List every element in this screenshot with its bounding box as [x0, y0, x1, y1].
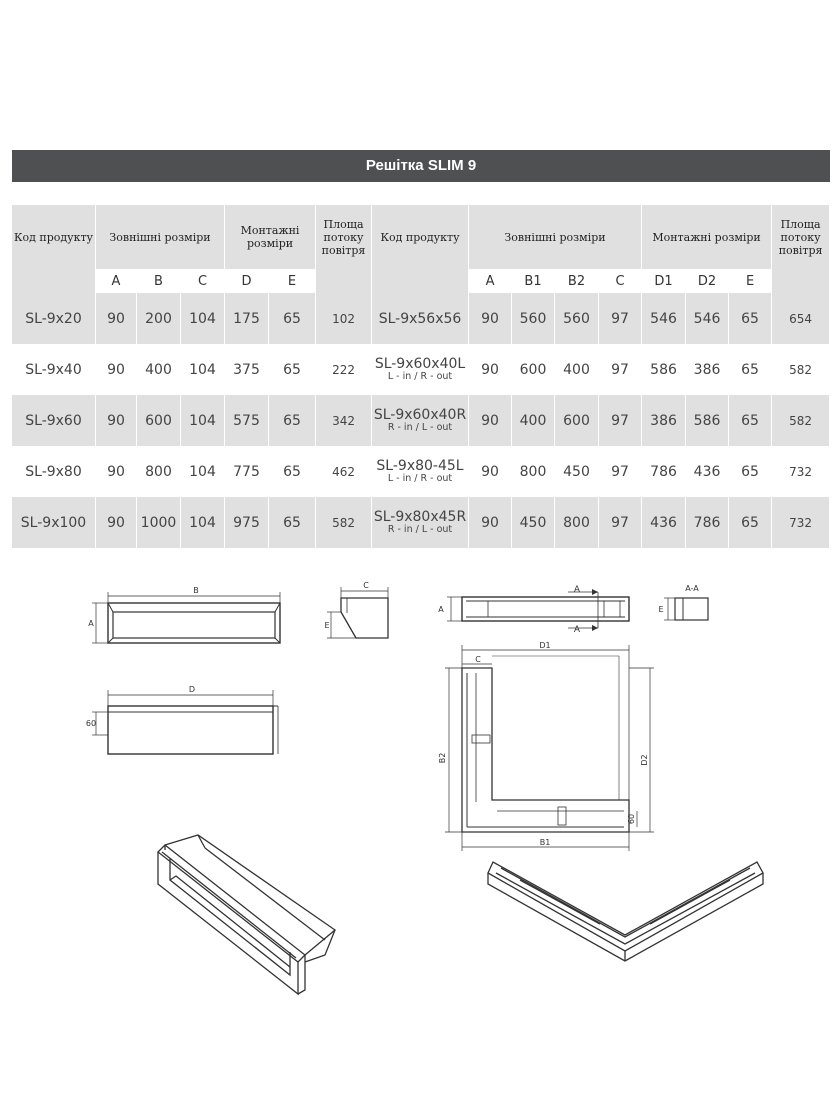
dimension-cell: 90 — [469, 395, 512, 446]
header-code-2: Код продукту — [372, 205, 469, 269]
dim-label-a-corner: A — [438, 605, 444, 614]
dimension-cell: 400 — [512, 395, 555, 446]
dimension-cell: 65 — [269, 446, 316, 497]
dimension-cell: 65 — [269, 497, 316, 548]
dimension-cell: 400 — [137, 344, 181, 395]
table-title: Решітка SLIM 9 — [12, 150, 830, 182]
airflow-area-cell: 102 — [316, 293, 372, 344]
subheader-cell: B2 — [555, 269, 599, 293]
dimension-cell: 775 — [225, 446, 269, 497]
dimension-cell: 450 — [512, 497, 555, 548]
subheader-cell: A — [96, 269, 137, 293]
dim-label-b1: B1 — [539, 838, 551, 847]
dimension-cell: 436 — [642, 497, 686, 548]
dim-label-c-corner: C — [475, 655, 481, 664]
side-profile-drawing — [324, 581, 388, 638]
dimension-cell: 575 — [225, 395, 269, 446]
dimension-cell: 375 — [225, 344, 269, 395]
dim-label-60: 60 — [85, 719, 97, 728]
dimension-cell: 97 — [599, 293, 642, 344]
product-code-orientation: L - in / R - out — [387, 473, 453, 484]
isometric-straight-drawing — [158, 835, 335, 994]
dimension-cell: 65 — [729, 446, 772, 497]
header-airflow-area: Площа потоку повітря — [316, 205, 372, 269]
dimension-cell: 450 — [555, 446, 599, 497]
dimension-cell: 65 — [269, 293, 316, 344]
dim-label-d2: D2 — [640, 754, 649, 766]
dim-label-a: A — [88, 619, 94, 628]
dim-label-c: C — [363, 581, 369, 590]
dimension-cell: 200 — [137, 293, 181, 344]
isometric-corner-drawing — [488, 862, 763, 961]
airflow-area-cell: 462 — [316, 446, 372, 497]
airflow-area-cell: 582 — [772, 395, 830, 446]
subheader-cell: B1 — [512, 269, 555, 293]
dimension-cell: 800 — [555, 497, 599, 548]
product-code-cell: SL-9x60 — [12, 395, 96, 446]
dim-label-e: E — [324, 621, 330, 630]
dim-label-b2: B2 — [438, 752, 447, 764]
product-code-text: SL-9x80x45R — [373, 509, 467, 525]
dimension-cell: 90 — [96, 344, 137, 395]
airflow-area-cell: 222 — [316, 344, 372, 395]
corner-plan-drawing — [438, 641, 654, 851]
subheader-cell: D1 — [642, 269, 686, 293]
airflow-area-cell: 582 — [772, 344, 830, 395]
dimension-cell: 90 — [469, 446, 512, 497]
product-code-text: SL-9x80-45L — [376, 458, 464, 474]
section-title: A-A — [685, 584, 699, 593]
product-code-text: SL-9x56x56 — [378, 310, 462, 327]
dim-label-b: B — [193, 586, 199, 595]
product-code-orientation: L - in / R - out — [387, 371, 453, 382]
dimension-cell: 546 — [642, 293, 686, 344]
airflow-area-cell: 732 — [772, 497, 830, 548]
dimension-cell: 90 — [469, 344, 512, 395]
product-code-cell: SL-9x100 — [12, 497, 96, 548]
section-arrow-label: A — [573, 585, 581, 595]
dimension-cell: 600 — [555, 395, 599, 446]
subheader-cell: D2 — [686, 269, 729, 293]
product-code-orientation: R - in / L - out — [387, 422, 453, 433]
dimension-cell: 560 — [512, 293, 555, 344]
dimension-cell: 65 — [729, 344, 772, 395]
dimension-cell: 400 — [555, 344, 599, 395]
airflow-area-cell: 654 — [772, 293, 830, 344]
product-code-text: SL-9x60x40L — [374, 356, 466, 372]
dimension-cell: 800 — [137, 446, 181, 497]
dimension-cell: 104 — [181, 344, 225, 395]
corner-front-view-drawing — [438, 585, 629, 635]
dimension-cell: 786 — [642, 446, 686, 497]
dimension-cell: 386 — [686, 344, 729, 395]
header-outer-dims-2: Зовнішні розміри — [469, 205, 642, 269]
front-view-drawing — [88, 586, 280, 643]
subheader-cell: C — [181, 269, 225, 293]
dimension-cell: 90 — [96, 293, 137, 344]
dimension-cell: 586 — [642, 344, 686, 395]
dimension-cell: 97 — [599, 497, 642, 548]
section-aa-drawing — [658, 584, 708, 620]
product-code-orientation: R - in / L - out — [387, 524, 453, 535]
dimension-cell: 560 — [555, 293, 599, 344]
dim-label-60-corner: 60 — [627, 813, 636, 825]
dimension-cell: 90 — [469, 497, 512, 548]
subheader-cell: A — [469, 269, 512, 293]
dimension-cell: 90 — [96, 446, 137, 497]
dimension-cell: 65 — [729, 293, 772, 344]
dimension-cell: 65 — [729, 395, 772, 446]
dimension-cell: 800 — [512, 446, 555, 497]
dimension-cell: 104 — [181, 497, 225, 548]
subheader-cell: D — [225, 269, 269, 293]
dimension-cell: 104 — [181, 446, 225, 497]
header-airflow-area-2: Площа потоку повітря — [772, 205, 830, 269]
dimension-cell: 90 — [469, 293, 512, 344]
product-code-cell: SL-9x20 — [12, 293, 96, 344]
dimension-cell: 97 — [599, 446, 642, 497]
dim-label-e-section: E — [658, 605, 664, 614]
dimension-cell: 65 — [269, 395, 316, 446]
dimension-cell: 90 — [96, 395, 137, 446]
dimension-cell: 546 — [686, 293, 729, 344]
product-code-cell: SL-9x40 — [12, 344, 96, 395]
subheader-cell: C — [599, 269, 642, 293]
dimension-cell: 386 — [642, 395, 686, 446]
airflow-area-cell: 732 — [772, 446, 830, 497]
subheader-cell: E — [729, 269, 772, 293]
product-code-text: SL-9x60x40R — [373, 407, 467, 423]
header-mount-dims-2: Монтажні розміри — [642, 205, 772, 269]
dimension-cell: 65 — [269, 344, 316, 395]
dimension-cell: 1000 — [137, 497, 181, 548]
product-code-cell: SL-9x80 — [12, 446, 96, 497]
dimension-cell: 97 — [599, 395, 642, 446]
dimension-cell: 104 — [181, 293, 225, 344]
dimension-cell: 104 — [181, 395, 225, 446]
dimension-cell: 436 — [686, 446, 729, 497]
dim-label-d1: D1 — [539, 641, 551, 650]
dimension-cell: 600 — [512, 344, 555, 395]
header-code: Код продукту — [12, 205, 96, 269]
dimension-cell: 975 — [225, 497, 269, 548]
subheader-cell: B — [137, 269, 181, 293]
dim-label-d: D — [188, 685, 196, 694]
airflow-area-cell: 582 — [316, 497, 372, 548]
mounting-view-drawing — [86, 685, 278, 754]
dimension-cell: 97 — [599, 344, 642, 395]
dimension-cell: 586 — [686, 395, 729, 446]
dimension-cell: 65 — [729, 497, 772, 548]
dimension-cell: 786 — [686, 497, 729, 548]
dimension-cell: 90 — [96, 497, 137, 548]
header-outer-dims: Зовнішні розміри — [96, 205, 225, 269]
dimension-cell: 600 — [137, 395, 181, 446]
section-arrow-label: A — [573, 625, 581, 635]
airflow-area-cell: 342 — [316, 395, 372, 446]
header-mount-dims: Монтажні розміри — [225, 205, 316, 269]
dimension-cell: 175 — [225, 293, 269, 344]
subheader-cell: E — [269, 269, 316, 293]
